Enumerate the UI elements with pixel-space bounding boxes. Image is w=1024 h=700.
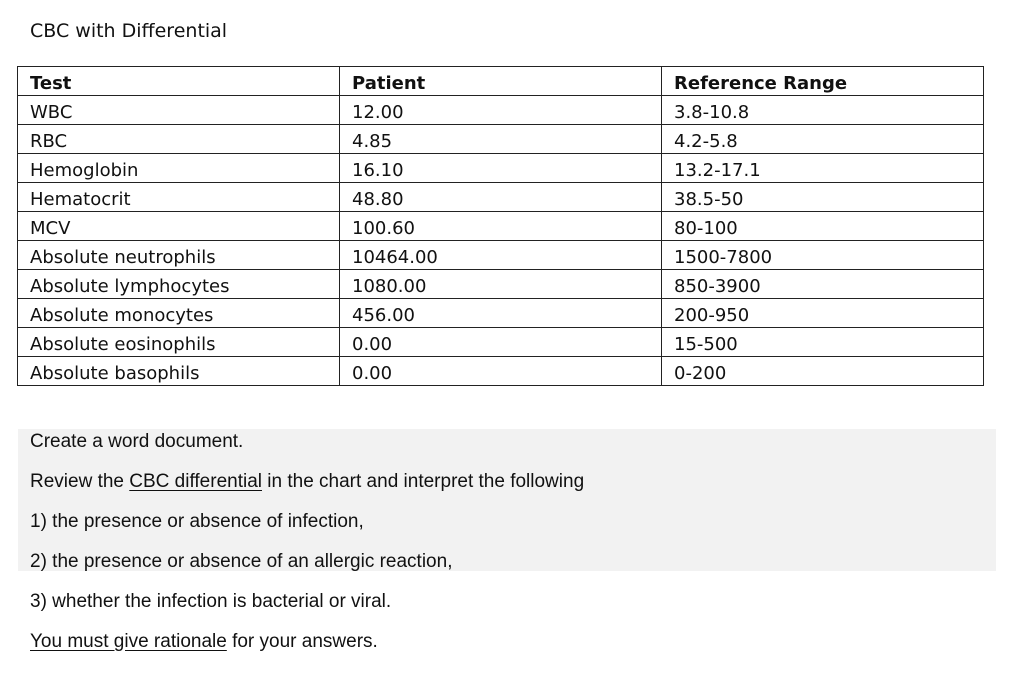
cell-reference-range: 3.8-10.8 (662, 96, 984, 125)
table-row (18, 270, 984, 299)
table-row (18, 183, 984, 212)
cell-reference-range: 15-500 (662, 328, 984, 357)
cell-reference-range: 1500-7800 (662, 241, 984, 270)
cell-patient: 1080.00 (340, 270, 662, 299)
cell-patient: 456.00 (340, 299, 662, 328)
instruction-text: for your answers. (226, 631, 378, 652)
cell-test: Hematocrit (18, 183, 340, 212)
cell-patient: 10464.00 (340, 241, 662, 270)
table-row (18, 357, 984, 386)
table-row (18, 125, 984, 154)
cell-reference-range: 80-100 (662, 212, 984, 241)
header-patient: Patient (340, 67, 662, 96)
header-test: Test (18, 67, 340, 96)
instruction-line: 1) the presence or absence of infection, (30, 511, 364, 532)
document-title: CBC with Differential (30, 20, 228, 42)
cell-reference-range: 200-950 (662, 299, 984, 328)
cell-test: Absolute neutrophils (18, 241, 340, 270)
table-header-row (18, 67, 984, 96)
cell-test: WBC (18, 96, 340, 125)
table-row (18, 154, 984, 183)
cell-test: Absolute lymphocytes (18, 270, 340, 299)
instruction-line (30, 469, 584, 495)
cell-test: Absolute monocytes (18, 299, 340, 328)
cell-patient: 0.00 (340, 328, 662, 357)
instruction-line: 2) the presence or absence of an allergic reaction, (30, 551, 453, 572)
cell-patient: 48.80 (340, 183, 662, 212)
rationale-emphasis: You must give rationale (30, 631, 227, 652)
instruction-line (30, 629, 378, 655)
cbc-differential-link[interactable]: CBC differential (129, 471, 262, 492)
table-row (18, 299, 984, 328)
cell-reference-range: 38.5-50 (662, 183, 984, 212)
cell-reference-range: 0-200 (662, 357, 984, 386)
cell-patient: 0.00 (340, 357, 662, 386)
cell-patient: 12.00 (340, 96, 662, 125)
instruction-text: Review the (30, 471, 130, 492)
cell-reference-range: 13.2-17.1 (662, 154, 984, 183)
instruction-text: in the chart and interpret the following (262, 471, 585, 492)
table-row (18, 212, 984, 241)
header-reference-range: Reference Range (662, 67, 984, 96)
cell-reference-range: 4.2-5.8 (662, 125, 984, 154)
cell-test: Hemoglobin (18, 154, 340, 183)
cell-reference-range: 850-3900 (662, 270, 984, 299)
cell-test: Absolute eosinophils (18, 328, 340, 357)
instruction-line: Create a word document. (30, 431, 244, 452)
cell-test: Absolute basophils (18, 357, 340, 386)
table-row (18, 96, 984, 125)
cell-patient: 4.85 (340, 125, 662, 154)
instruction-line: 3) whether the infection is bacterial or viral. (30, 591, 392, 612)
cell-test: RBC (18, 125, 340, 154)
cell-patient: 100.60 (340, 212, 662, 241)
cell-patient: 16.10 (340, 154, 662, 183)
table-row (18, 241, 984, 270)
cell-test: MCV (18, 212, 340, 241)
cbc-table (17, 66, 984, 386)
table-row (18, 328, 984, 357)
